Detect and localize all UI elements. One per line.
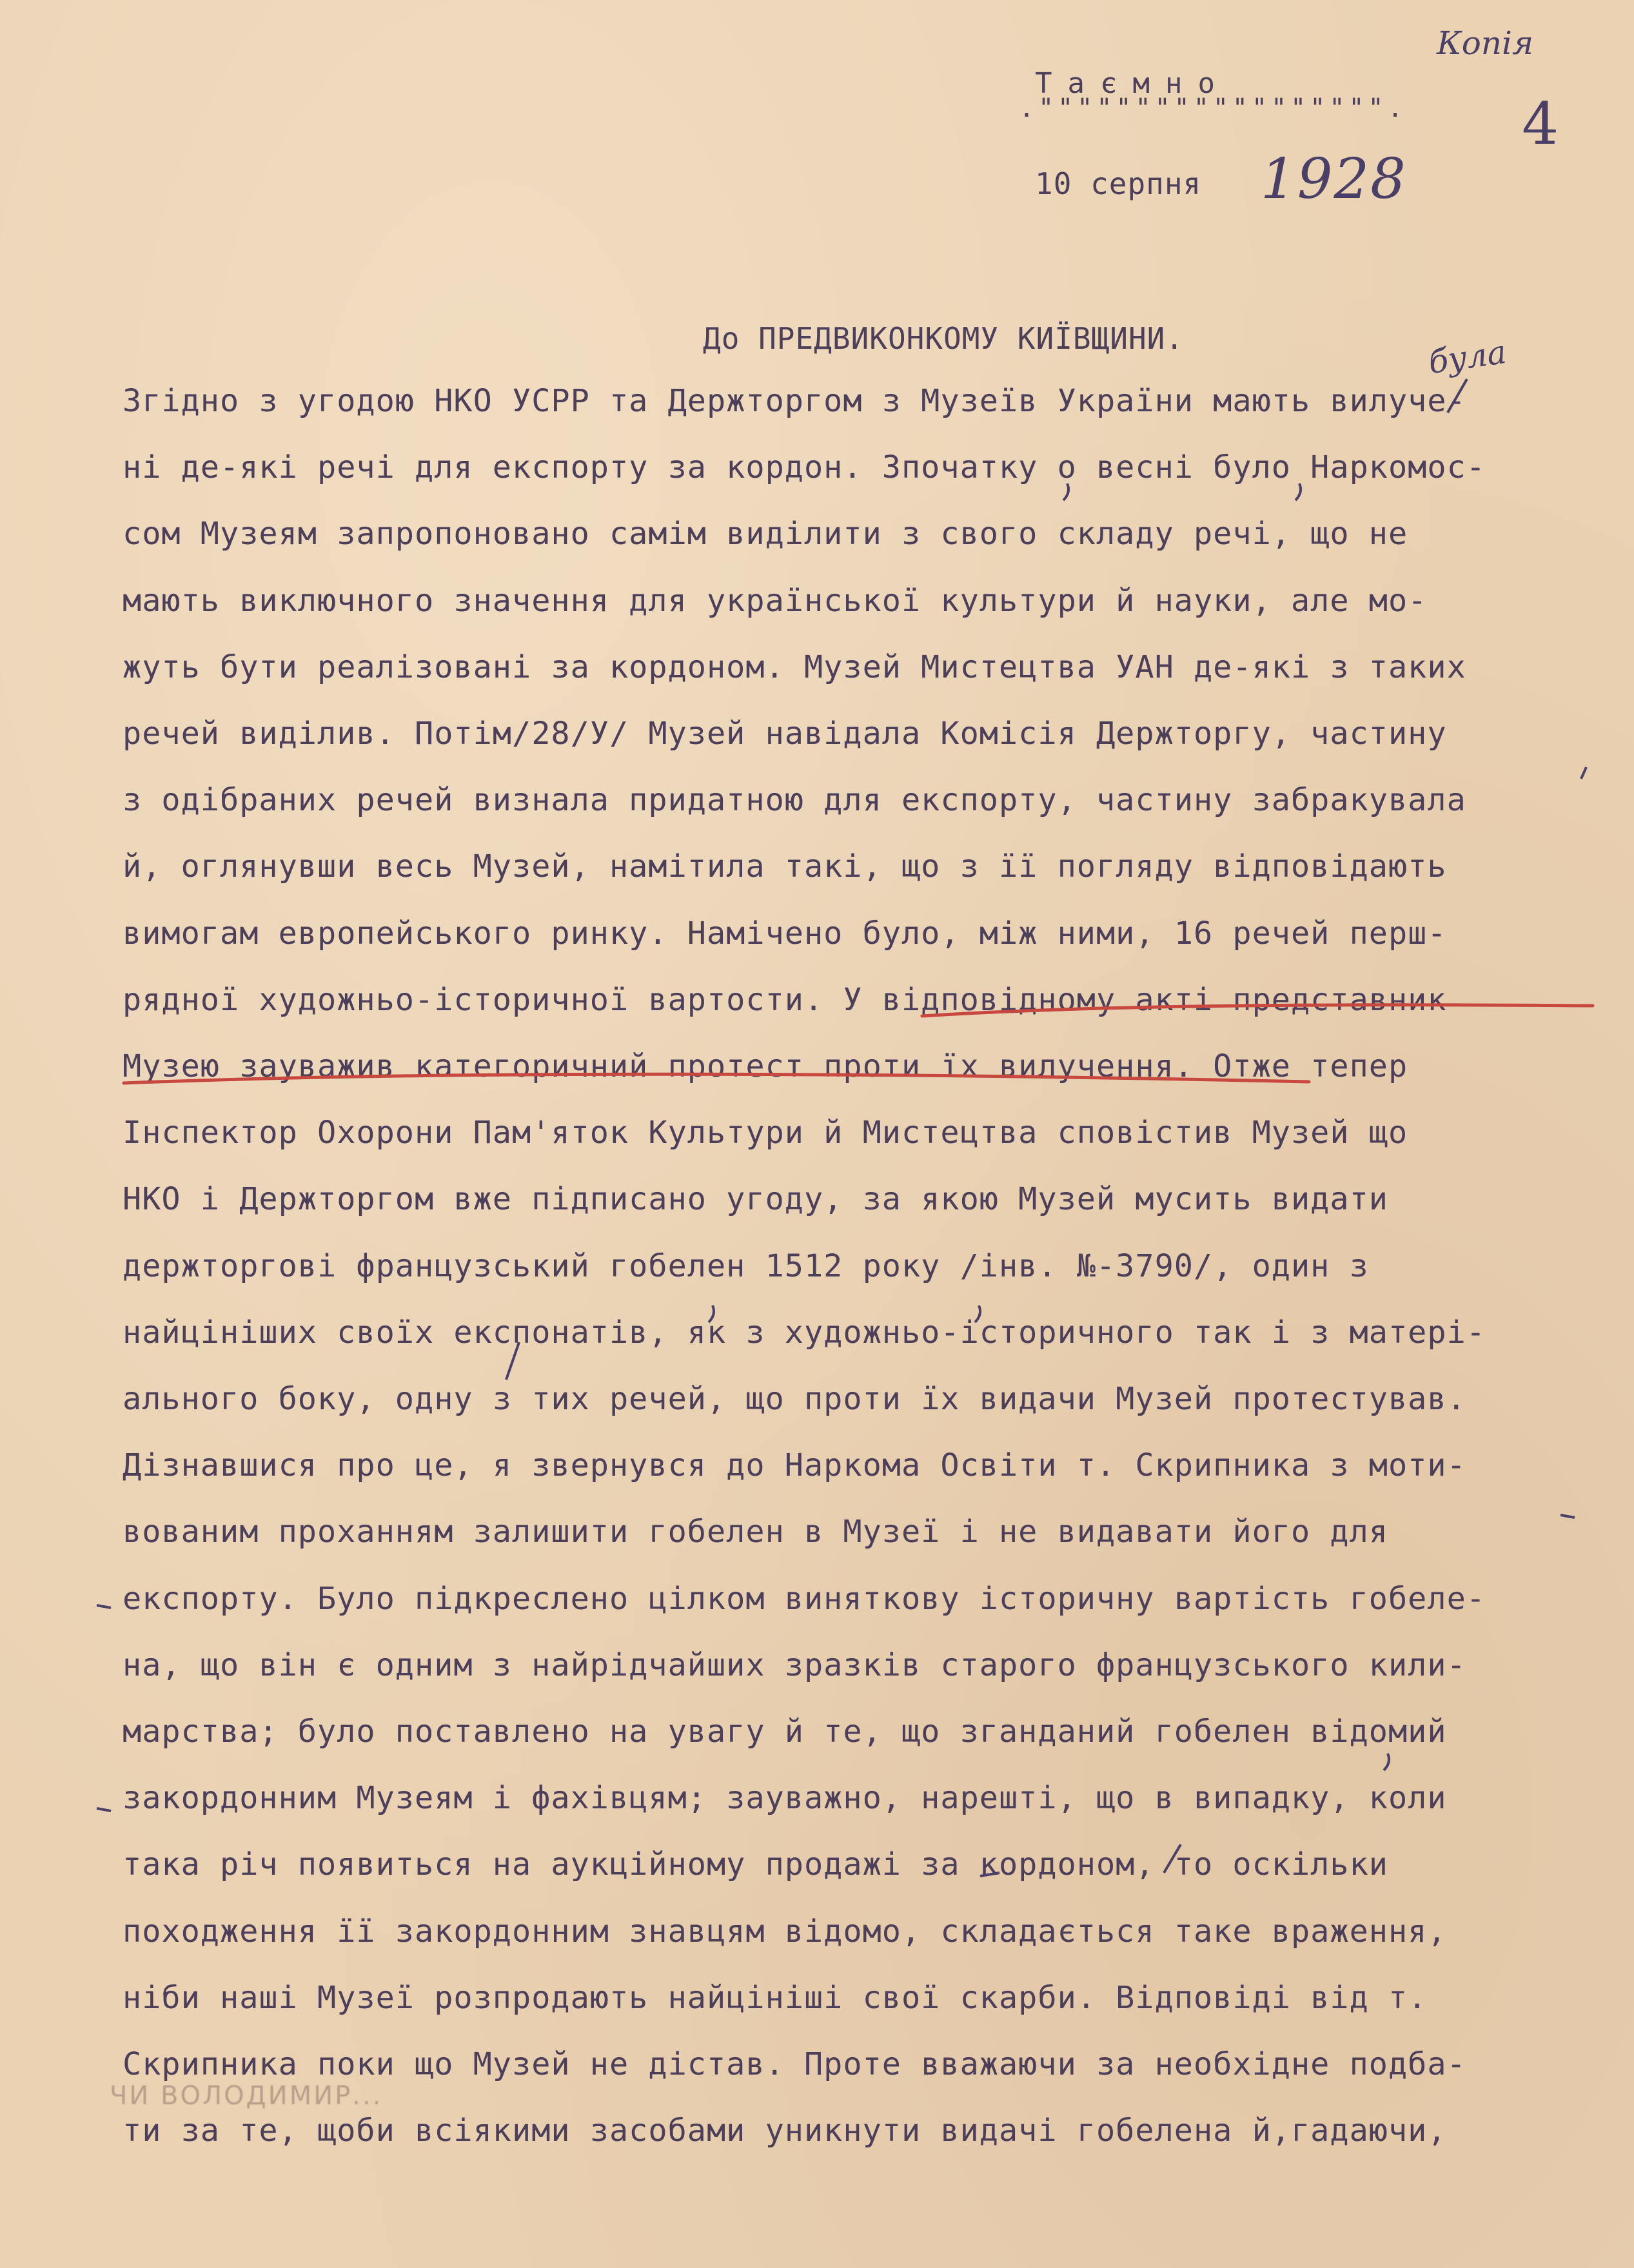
body-line: НКО і Держторгом вже підписано угоду, за якою Музей мусить видати — [123, 1181, 1388, 1218]
body-line: держторгові французський гобелен 1512 року /інв. №-3790/, один з — [123, 1247, 1369, 1284]
body-line: з одібраних речей визнала придатною для експорту, частину забракувала — [123, 782, 1466, 819]
body-line: Музею зауважив категоричний протест проти їх вилучення. Отже тепер — [123, 1048, 1408, 1084]
pencil-insert-mark — [1448, 379, 1467, 413]
red-underline-2 — [124, 1074, 1309, 1083]
copy-annotation: Копія — [1437, 24, 1534, 62]
faded-stamp: ЧИ ВОЛОДИМИР... — [110, 2081, 383, 2111]
letter-year-handwritten: 1928 — [1261, 147, 1407, 211]
letter-date: 10 серпня — [1035, 166, 1202, 201]
body-line: мають виключного значення для української культури й науки, але мо- — [123, 582, 1428, 619]
body-line: походження її закордонним знавцям відомо, складається таке враження, — [123, 1913, 1447, 1950]
body-line: ні де-які речі для експорту за кордон. Зпочатку о весні було Наркомос- — [123, 449, 1486, 486]
body-line: закордонним Музеям і фахівцям; зауважно, нарешті, що в випадку, коли — [123, 1780, 1447, 1817]
pencil-slash-2 — [506, 1342, 519, 1380]
body-line: вованим проханням залишити гобелен в Музеї і не видавати його для — [123, 1514, 1388, 1550]
body-line: на, що він є одним з найрідчайших зразків старого французського кили- — [123, 1647, 1466, 1683]
pencil-comma-2 — [1295, 484, 1301, 500]
body-line: така річ появиться на аукційному продажі за кордоном, то оскільки — [123, 1846, 1388, 1883]
classification-label: Таємно — [1035, 67, 1230, 100]
body-line: вимогам европейського ринку. Намічено було, між ними, 16 речей перш- — [123, 915, 1447, 952]
body-line: найцініших своїх експонатів, як з художньо-історичного так і з матері- — [123, 1314, 1486, 1351]
handwritten-insertion: була — [1426, 333, 1509, 382]
page-number: 4 — [1522, 90, 1559, 158]
body-line: сом Музеям запропоновано самім виділити з свого складу речі, що не — [123, 516, 1408, 552]
pencil-dash-1 — [980, 1873, 999, 1876]
pencil-slash-1 — [1164, 1844, 1181, 1873]
pencil-comma-5 — [1384, 1754, 1389, 1770]
body-line: жуть бути реалізовані за кордоном. Музей Мистецтва УАН де-які з таких — [123, 649, 1466, 685]
body-line: Інспектор Охорони Пам'яток Культури й Мистецтва сповістив Музей що — [123, 1115, 1408, 1151]
pencil-comma-4 — [975, 1305, 980, 1322]
body-line: ти за те, щоби всіякими засобами уникнути видачі гобелена й,гадаючи, — [123, 2113, 1447, 2149]
body-line: ального боку, одну з тих речей, що проти їх видачи Музей протестував. — [123, 1381, 1466, 1417]
pencil-comma-3 — [709, 1305, 714, 1322]
margin-tick-2 — [97, 1808, 111, 1811]
body-line: експорту. Було підкреслено цілком виняткову історичну вартість гобеле- — [123, 1580, 1486, 1617]
red-underline-1 — [922, 1005, 1593, 1016]
body-line: Згідно з угодою НКО УСРР та Держторгом з Музеїв України мають вилуче- — [123, 383, 1466, 419]
body-line: ніби наші Музеї розпродають найцініші свої скарби. Відповіді від т. — [123, 1979, 1428, 2016]
addressee-heading: До ПРЕДВИКОНКОМУ КИЇВЩИНИ. — [703, 321, 1185, 356]
body-line: речей виділив. Потім/28/У/ Музей навідала Комісія Держторгу, частину — [123, 716, 1447, 752]
body-line: й, оглянувши весь Музей, намітила такі, що з її погляду відповідають — [123, 848, 1447, 885]
classification-underline: ."""""""""""""""""". — [1019, 93, 1407, 123]
margin-tick-4 — [1581, 767, 1586, 779]
body-line: Дізнавшися про це, я звернувся до Наркома Освіти т. Скрипника з моти- — [123, 1447, 1466, 1484]
body-line: марства; було поставлено на увагу й те, що зганданий гобелен відомий — [123, 1714, 1447, 1750]
body-line: Скрипника поки що Музей не дістав. Проте вважаючи за необхідне подба- — [123, 2046, 1466, 2082]
body-line: рядної художньо-історичної вартости. У відповідному акті представник — [123, 981, 1447, 1018]
margin-tick-3 — [1560, 1515, 1575, 1518]
pencil-comma-1 — [1063, 484, 1068, 500]
margin-tick-1 — [97, 1605, 111, 1608]
